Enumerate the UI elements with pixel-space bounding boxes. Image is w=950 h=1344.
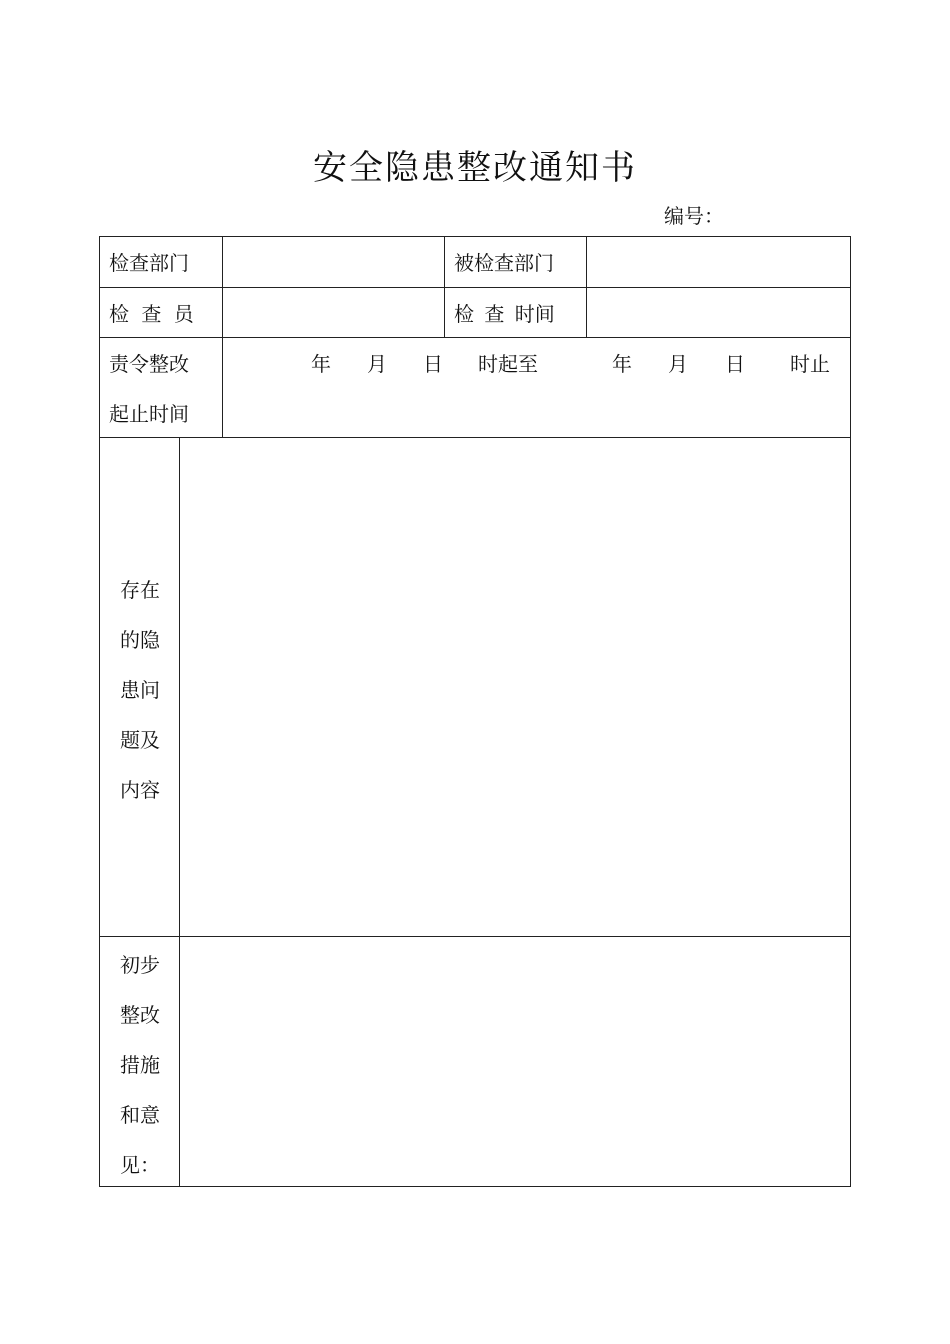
start-month-unit: 月	[367, 352, 387, 376]
measures-field[interactable]	[181, 938, 849, 1185]
inspect-dept-label: 检查部门	[109, 251, 189, 275]
right-value-divider	[586, 236, 587, 338]
inspect-time-label	[454, 301, 555, 327]
middle-column-divider	[444, 236, 445, 338]
start-hour-suffix: 时起至	[478, 352, 538, 376]
row-divider-2	[99, 337, 851, 338]
hazard-label-line: 题及	[120, 728, 160, 752]
measures-label-line: 见：	[120, 1153, 160, 1177]
rectify-period-label-line2: 起止时间	[109, 402, 189, 426]
inspected-dept-field[interactable]	[588, 238, 849, 286]
hazard-label-line: 的隐	[120, 628, 160, 652]
measures-label-line: 整改	[120, 1003, 160, 1027]
table-border-bottom	[99, 1186, 851, 1187]
measures-label-line: 初步	[120, 953, 160, 977]
inspect-time-field[interactable]	[588, 289, 849, 336]
label-column-divider	[222, 236, 223, 438]
start-year-unit: 年	[311, 352, 331, 376]
table-border-top	[99, 236, 851, 237]
document-number-label: 编号：	[664, 204, 724, 228]
row-divider-3	[99, 437, 851, 438]
inspected-dept-label: 被检查部门	[454, 251, 554, 275]
end-hour-suffix: 时止	[790, 352, 830, 376]
measures-label-line: 和意	[120, 1103, 160, 1127]
rectify-period-label-line1: 责令整改	[109, 352, 189, 376]
start-day-unit: 日	[423, 352, 443, 376]
end-day-unit: 日	[725, 352, 745, 376]
inspect-time-label-text: 检 查 时间	[454, 302, 555, 326]
measures-label-line: 措施	[120, 1053, 160, 1077]
inspector-field[interactable]	[224, 289, 443, 336]
hazard-label-line: 存在	[120, 578, 160, 602]
hazard-label-line: 患问	[120, 678, 160, 702]
inspect-dept-field[interactable]	[224, 238, 443, 286]
measures-label	[100, 940, 180, 1190]
row-divider-4	[99, 936, 851, 937]
end-month-unit: 月	[668, 352, 688, 376]
row-divider-1	[99, 287, 851, 288]
hazard-content-field[interactable]	[181, 439, 849, 935]
end-year-unit: 年	[612, 352, 632, 376]
hazard-content-label	[100, 565, 180, 815]
inspector-label-text: 检 查 员	[109, 302, 194, 326]
inspector-label	[109, 301, 194, 327]
hazard-label-line: 内容	[120, 778, 160, 802]
document-title: 安全隐患整改通知书	[313, 148, 637, 188]
table-border-right	[850, 236, 851, 1187]
